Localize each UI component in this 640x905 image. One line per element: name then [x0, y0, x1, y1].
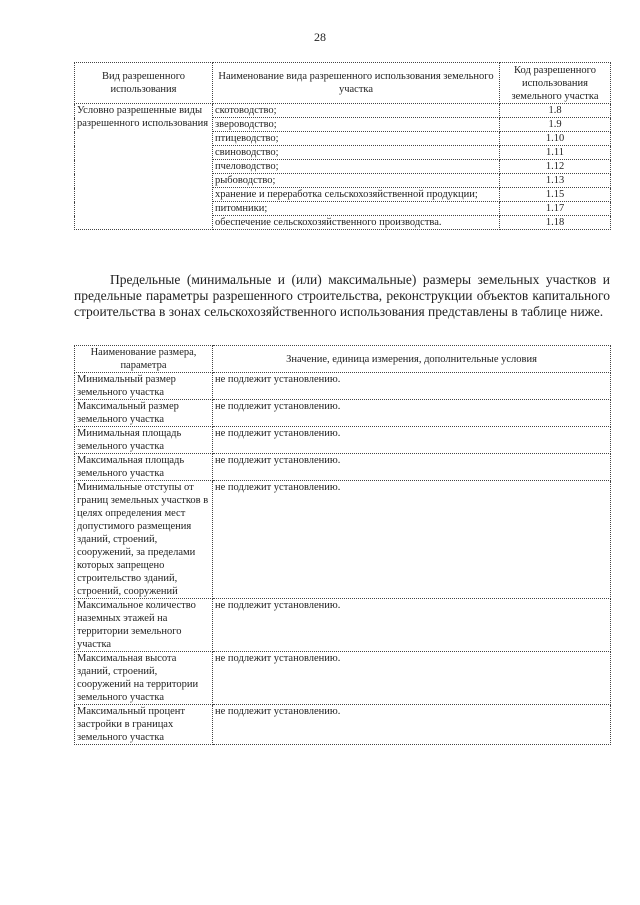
use-name: хранение и переработка сельскохозяйственной продукции;: [213, 188, 500, 202]
param-value: не подлежит установлению.: [213, 652, 611, 705]
page-number: 28: [314, 30, 326, 44]
use-name: свиноводство;: [213, 146, 500, 160]
use-code: 1.12: [500, 160, 611, 174]
group-label: Условно разрешенные виды разрешенного использования: [75, 104, 213, 230]
table-row: [75, 481, 611, 599]
param-value: не подлежит установлению.: [213, 373, 611, 400]
use-name: питомники;: [213, 202, 500, 216]
param-value: не подлежит установлению.: [213, 427, 611, 454]
column-header: Код разрешенного использования земельного участка: [500, 63, 611, 104]
param-name: Максимальное количество наземных этажей на территории земельного участка: [75, 599, 213, 652]
table-row: [75, 454, 611, 481]
table-header-row: [75, 63, 611, 104]
use-name: рыбоводство;: [213, 174, 500, 188]
table-row: [75, 705, 611, 745]
column-header: Наименование размера, параметра: [75, 346, 213, 373]
table-row: [75, 373, 611, 400]
use-code: 1.11: [500, 146, 611, 160]
use-name: звероводство;: [213, 118, 500, 132]
param-name: Минимальный размер земельного участка: [75, 373, 213, 400]
use-code: 1.17: [500, 202, 611, 216]
param-name: Максимальный процент застройки в границах земельного участка: [75, 705, 213, 745]
body-paragraph: Предельные (минимальные и (или) максимальные) размеры земельных участков и предельные параметры разрешенного строительства, реконструкции объектов капитального строительства в зонах сельскохозяйственного использования представлены в таблице ниже.: [74, 272, 610, 319]
parameters-table: [74, 345, 611, 745]
param-value: не подлежит установлению.: [213, 705, 611, 745]
param-name: Максимальная площадь земельного участка: [75, 454, 213, 481]
table-row: [75, 400, 611, 427]
table-row: [75, 652, 611, 705]
use-code: 1.9: [500, 118, 611, 132]
use-code: 1.13: [500, 174, 611, 188]
use-code: 1.18: [500, 216, 611, 230]
param-name: Минимальные отступы от границ земельных участков в целях определения мест допустимого размещения зданий, строений, сооружений, за пределами которых запрещено строительство зданий, строений, сооружений: [75, 481, 213, 599]
table-row: [75, 427, 611, 454]
table-header-row: [75, 346, 611, 373]
column-header: Вид разрешенного использования: [75, 63, 213, 104]
use-code: 1.8: [500, 104, 611, 118]
use-name: скотоводство;: [213, 104, 500, 118]
permitted-use-table: [74, 62, 611, 230]
use-name: пчеловодство;: [213, 160, 500, 174]
param-value: не подлежит установлению.: [213, 481, 611, 599]
table-row: [75, 599, 611, 652]
use-name: обеспечение сельскохозяйственного производства.: [213, 216, 500, 230]
param-name: Максимальная высота зданий, строений, сооружений на территории земельного участка: [75, 652, 213, 705]
column-header: Значение, единица измерения, дополнительные условия: [213, 346, 611, 373]
use-name: птицеводство;: [213, 132, 500, 146]
column-header: Наименование вида разрешенного использования земельного участка: [213, 63, 500, 104]
use-code: 1.10: [500, 132, 611, 146]
param-value: не подлежит установлению.: [213, 599, 611, 652]
param-name: Минимальная площадь земельного участка: [75, 427, 213, 454]
use-code: 1.15: [500, 188, 611, 202]
param-name: Максимальный размер земельного участка: [75, 400, 213, 427]
param-value: не подлежит установлению.: [213, 400, 611, 427]
param-value: не подлежит установлению.: [213, 454, 611, 481]
table-row: [75, 104, 611, 118]
